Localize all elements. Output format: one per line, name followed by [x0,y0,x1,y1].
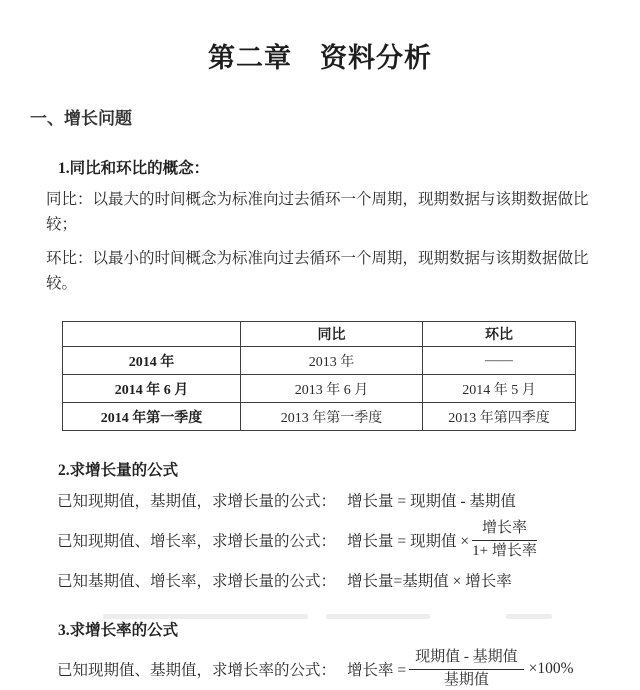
formula-label: 已知现期值、增长率，求增长量的公式： [57,529,336,551]
table-cell-period: 2014 年第一季度 [63,403,241,431]
page-bottom-cutoff-artifact [0,614,640,620]
formula-label: 已知现期值、基期值，求增长率的公式： [57,658,336,680]
table-cell-tongbi: 2013 年 [241,347,423,375]
table-row [63,347,576,375]
table-cell-period: 2014 年 [63,347,241,375]
table-cell-huanbi: 2013 年第四季度 [423,403,576,431]
formula-growth-amount-2 [57,519,640,561]
formula-growth-amount-3 [57,569,640,591]
fraction-numerator: 现期值 - 基期值 [409,648,524,670]
section-heading-growth-problems: 一、增长问题 [30,104,640,129]
cutoff-segment [103,614,308,619]
table-cell-tongbi: 2013 年 6 月 [241,375,423,403]
subheading-growth-amount: 2.求增长量的公式 [58,458,640,480]
formula-expression: 增长量 = 现期值 × [347,529,469,551]
table-header-tongbi: 同比 [241,322,423,347]
formula-growth-rate-1 [57,648,640,690]
table-header-blank [63,322,241,347]
chapter-title: 第二章 资料分析 [0,36,640,75]
table-cell-huanbi: 2014 年 5 月 [423,375,576,403]
formula-expression: 增长量=基期值 × 增长率 [347,569,512,591]
formula-suffix: ×100% [529,660,574,678]
table-cell-tongbi: 2013 年第一季度 [241,403,423,431]
formula-label: 已知基期值、增长率，求增长量的公式： [57,569,336,591]
formula-expression: 增长率 = [347,658,406,680]
table-header-huanbi: 环比 [423,322,576,347]
formula-label: 已知现期值，基期值，求增长量的公式： [57,489,336,511]
table-row [63,403,576,431]
formula-expression: 增长量 = 现期值 - 基期值 [347,489,516,511]
subheading-growth-rate: 3.求增长率的公式 [58,618,640,640]
cutoff-segment [326,614,430,619]
formula-growth-amount-1 [57,489,640,511]
cutoff-segment [506,614,552,619]
table-cell-period: 2014 年 6 月 [63,375,241,403]
table-header-row [63,322,576,347]
fraction-denominator: 1+ 增长率 [472,541,537,562]
fraction-numerator: 增长率 [472,519,537,541]
fraction-denominator: 基期值 [409,670,524,690]
tongbi-definition: 同比：以最大的时间概念为标准向过去循环一个周期，现期数据与该期数据做比较； [46,187,606,237]
tongbi-huanbi-table [62,321,576,431]
subheading-concepts: 1.同比和环比的概念： [58,156,640,178]
document-page [0,36,640,622]
table-cell-huanbi: —— [423,347,576,375]
fraction [472,519,537,561]
table-row [63,375,576,403]
fraction [409,648,524,690]
huanbi-definition: 环比：以最小的时间概念为标准向过去循环一个周期，现期数据与该期数据做比较。 [46,246,606,296]
